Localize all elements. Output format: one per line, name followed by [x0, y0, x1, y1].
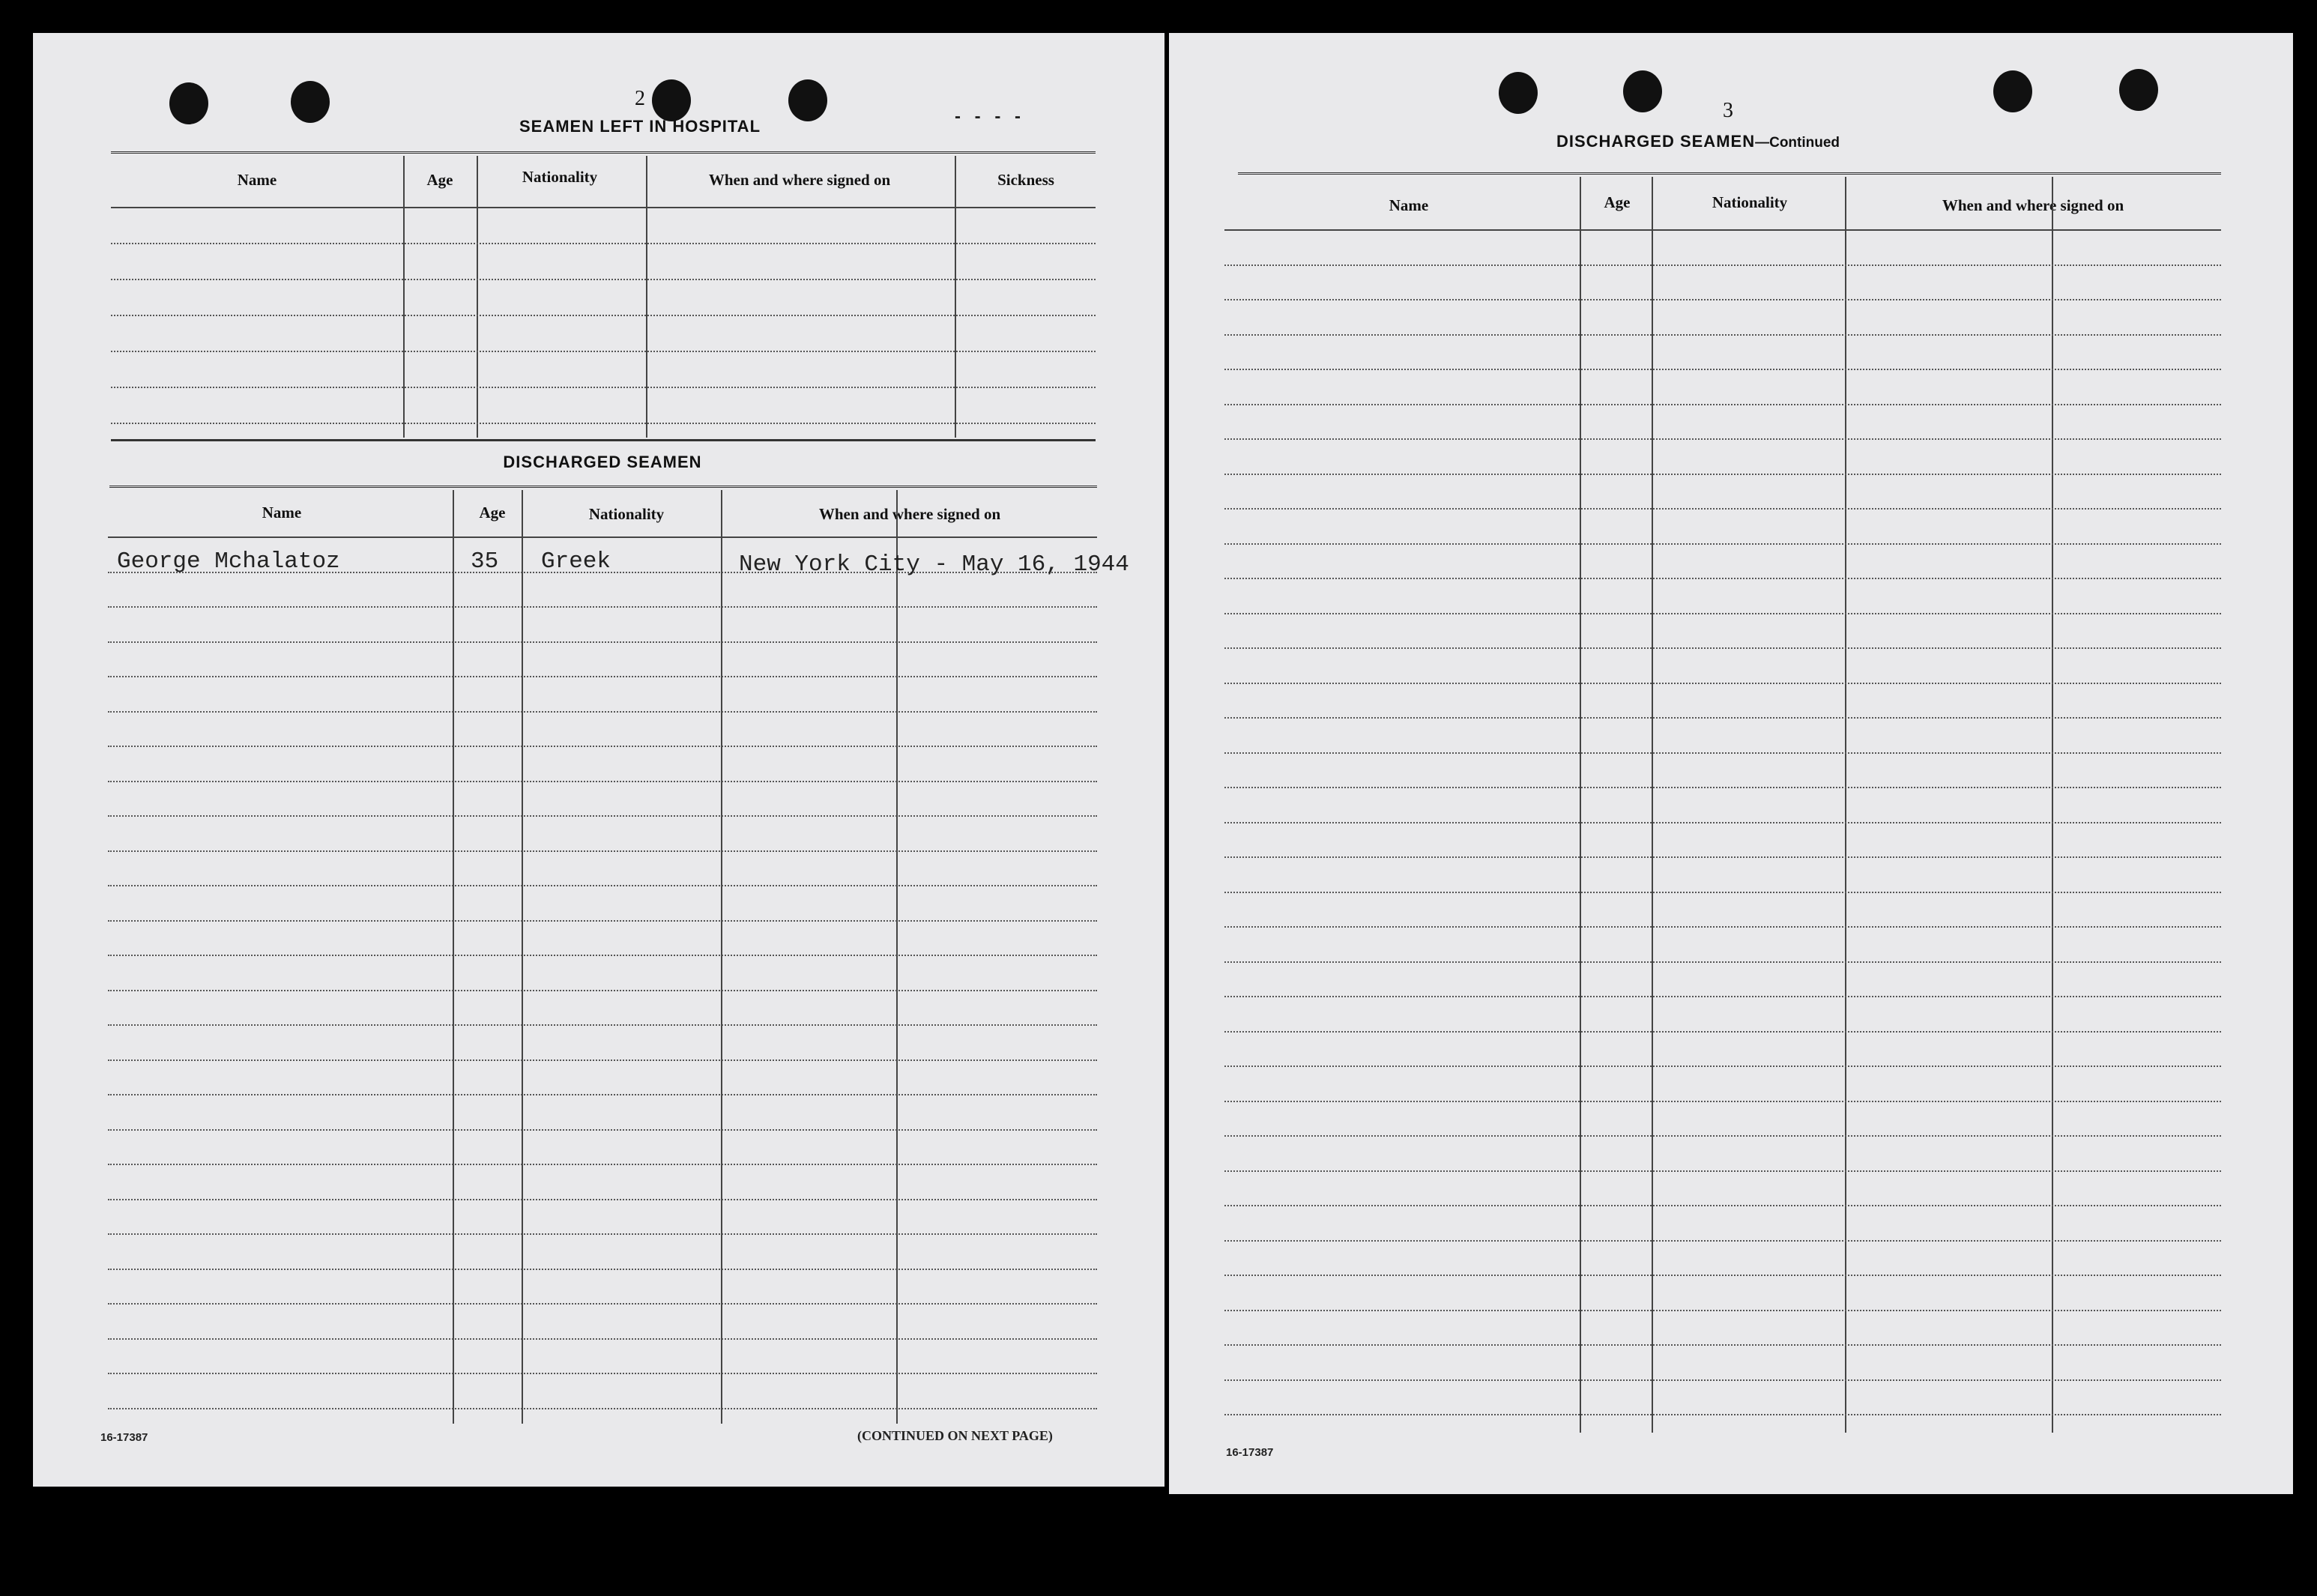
dash-marks: - - - -	[955, 106, 1025, 127]
hospital-top-rule	[111, 151, 1096, 157]
row-rule	[108, 815, 1097, 817]
row-rule	[108, 990, 1097, 991]
row-rule	[108, 1060, 1097, 1061]
entry-signed-on: New York City - May 16, 1944	[739, 551, 1129, 578]
row-rule	[1224, 647, 2221, 649]
col-header-signed-on: When and where signed on	[708, 171, 891, 189]
column-divider	[955, 156, 956, 438]
column-divider	[896, 490, 898, 1424]
row-rule	[108, 641, 1097, 643]
column-divider	[453, 490, 454, 1424]
row-rule	[108, 781, 1097, 782]
row-rule	[1224, 543, 2221, 545]
row-rule	[111, 387, 1096, 388]
page-number: 2	[635, 87, 645, 110]
column-divider	[721, 490, 722, 1424]
punch-hole	[2119, 69, 2158, 111]
col-header-age: Age	[479, 504, 506, 522]
row-rule	[1224, 474, 2221, 475]
punch-hole	[291, 81, 330, 123]
row-rule	[111, 243, 1096, 244]
row-rule	[1224, 996, 2221, 997]
row-rule	[1224, 926, 2221, 928]
row-rule	[1224, 683, 2221, 684]
row-rule	[108, 955, 1097, 956]
column-divider	[1845, 177, 1846, 1433]
row-rule	[108, 711, 1097, 713]
row-rule	[1224, 1170, 2221, 1172]
row-rule	[108, 1408, 1097, 1409]
row-rule	[108, 1233, 1097, 1235]
entry-age: 35	[471, 548, 499, 575]
row-rule	[108, 920, 1097, 922]
form-number: 16-17387	[1226, 1446, 1274, 1459]
row-rule	[1224, 1414, 2221, 1415]
hospital-section-title: SEAMEN LEFT IN HOSPITAL	[519, 117, 761, 136]
col-header-name: Name	[237, 171, 277, 189]
row-rule	[1224, 265, 2221, 266]
row-rule	[1224, 717, 2221, 719]
row-rule	[1224, 787, 2221, 788]
form-number: 16-17387	[100, 1431, 148, 1444]
row-rule	[1224, 613, 2221, 614]
punch-hole	[169, 82, 208, 124]
row-rule	[1224, 1065, 2221, 1067]
row-rule	[1224, 578, 2221, 579]
entry-name: George Mchalatoz	[117, 548, 340, 575]
row-rule	[1224, 1275, 2221, 1276]
row-rule	[1224, 369, 2221, 370]
row-rule	[1224, 1344, 2221, 1346]
col-header-age: Age	[426, 171, 453, 189]
hospital-bottom-rule	[111, 439, 1096, 441]
row-rule	[108, 676, 1097, 677]
row-rule	[1224, 1240, 2221, 1242]
title-suffix: —Continued	[1755, 135, 1840, 151]
row-rule	[1224, 1135, 2221, 1137]
row-rule	[1224, 334, 2221, 336]
row-rule	[1224, 404, 2221, 405]
col-header-nationality: Nationality	[1712, 193, 1788, 211]
col-header-age: Age	[1604, 193, 1631, 211]
row-rule	[1224, 1379, 2221, 1381]
row-rule	[108, 1164, 1097, 1165]
left-page	[33, 33, 1164, 1487]
col-header-name: Name	[1389, 196, 1429, 214]
discharged-top-rule	[109, 486, 1097, 491]
row-rule	[108, 1129, 1097, 1131]
row-rule	[111, 279, 1096, 280]
header-rule	[111, 207, 1096, 208]
row-rule	[1224, 1031, 2221, 1033]
col-header-signed-on: When and where signed on	[818, 505, 1001, 523]
continued-note: (CONTINUED ON NEXT PAGE)	[857, 1428, 1053, 1443]
row-rule	[111, 351, 1096, 352]
row-rule	[108, 850, 1097, 852]
row-rule	[1224, 892, 2221, 893]
row-rule	[1224, 1310, 2221, 1311]
col-header-signed-on: When and where signed on	[1942, 196, 2124, 214]
page-number: 3	[1723, 99, 1733, 122]
row-rule	[108, 1338, 1097, 1340]
punch-hole	[1499, 72, 1538, 114]
row-rule	[108, 1373, 1097, 1374]
row-rule	[108, 1024, 1097, 1026]
col-header-sickness: Sickness	[997, 171, 1054, 189]
column-divider	[646, 156, 647, 438]
entry-nationality: Greek	[541, 548, 611, 575]
row-rule	[108, 1199, 1097, 1200]
row-rule	[108, 1303, 1097, 1305]
row-rule	[108, 1269, 1097, 1270]
row-rule	[1224, 1205, 2221, 1206]
column-divider	[477, 156, 478, 438]
right-page	[1169, 33, 2293, 1494]
row-rule	[111, 423, 1096, 424]
row-rule	[1224, 508, 2221, 510]
row-rule	[1224, 856, 2221, 858]
row-rule	[1224, 822, 2221, 823]
title-main: DISCHARGED SEAMEN	[1556, 132, 1756, 151]
row-rule	[111, 315, 1096, 316]
column-divider	[1580, 177, 1581, 1433]
column-divider	[522, 490, 523, 1424]
row-rule	[1224, 299, 2221, 300]
row-rule	[1224, 1101, 2221, 1102]
row-rule	[108, 606, 1097, 608]
col-header-nationality: Nationality	[522, 168, 598, 186]
column-divider	[1652, 177, 1653, 1433]
col-header-name: Name	[262, 504, 302, 522]
row-rule	[108, 746, 1097, 747]
punch-hole	[1623, 70, 1662, 112]
right-top-rule	[1238, 172, 2221, 178]
row-rule	[1224, 961, 2221, 963]
punch-hole	[1993, 70, 2032, 112]
row-rule	[1224, 752, 2221, 754]
row-rule	[108, 1094, 1097, 1095]
row-rule	[108, 885, 1097, 886]
column-divider	[2052, 177, 2053, 1433]
header-rule	[1224, 229, 2221, 231]
row-rule	[1224, 438, 2221, 440]
discharged-section-title: DISCHARGED SEAMEN	[503, 453, 702, 471]
header-rule	[108, 536, 1097, 538]
punch-hole	[788, 79, 827, 121]
col-header-nationality: Nationality	[588, 505, 665, 523]
discharged-continued-title	[1428, 132, 1968, 151]
column-divider	[403, 156, 405, 438]
